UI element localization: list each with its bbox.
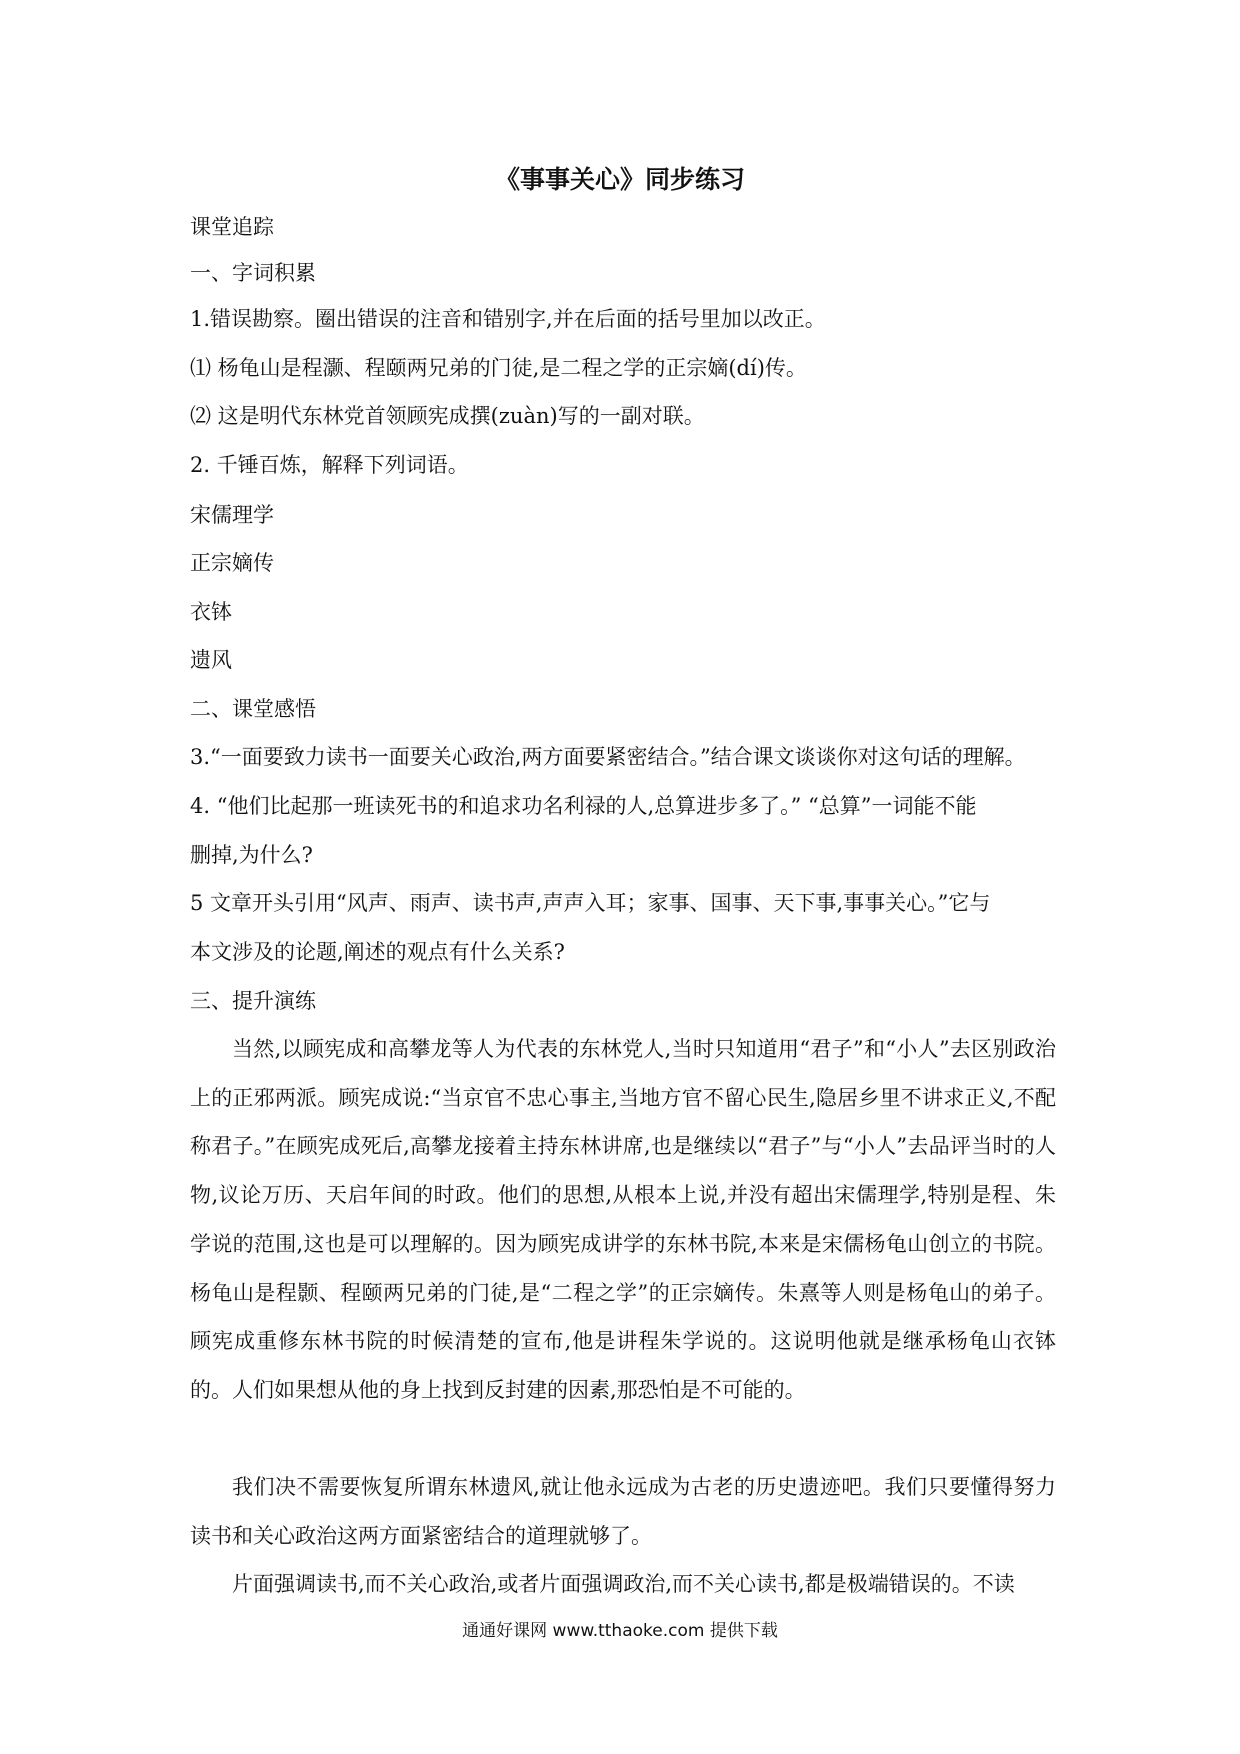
question-1-item-2: ⑵ 这是明代东林党首领顾宪成撰(zuàn)写的一副对联。	[190, 404, 705, 428]
question-4-line-2: 删掉,为什么?	[190, 843, 313, 867]
question-5-line-2: 本文涉及的论题,阐述的观点有什么关系?	[190, 940, 565, 964]
question-5-line-1: 5 文章开头引用“风声、雨声、读书声,声声入耳；家事、国事、天下事,事事关心。”它与	[190, 891, 991, 915]
question-2: 2. 千锤百炼，解释下列词语。	[190, 453, 469, 477]
passage-paragraph-2: 我们决不需要恢复所谓东林遗风,就让他永远成为古老的历史遗迹吧。我们只要懂得努力读书和关心政治这两方面紧密结合的道理就够了。	[190, 1475, 1056, 1548]
section-heading-insight: 二、课堂感悟	[190, 697, 316, 721]
question-3: 3.“一面要致力读书一面要关心政治,两方面要紧密结合。”结合课文谈谈你对这句话的理解。	[190, 745, 1026, 769]
term-item: 衣钵	[190, 600, 232, 624]
section-heading-practice: 三、提升演练	[190, 989, 316, 1013]
passage-paragraph-3: 片面强调读书,而不关心政治,或者片面强调政治,而不关心读书,都是极端错误的。不读	[232, 1572, 1015, 1596]
term-item: 宋儒理学	[190, 503, 274, 527]
passage-paragraph-1: 当然,以顾宪成和高攀龙等人为代表的东林党人,当时只知道用“君子”和“小人”去区别政治上的正邪两派。顾宪成说:“当京官不忠心事主,当地方官不留心民生,隐居乡里不讲求正义,不配称君子。”在顾宪成死后,高攀龙接着主持东林讲席,也是继续以“君子”与“小人”去品评当时的人物,议论万历、天启年间的时政。他们的思想,从根本上说,并没有超出宋儒理学,特别是程、朱学说的范围,这也是可以理解的。因为顾宪成讲学的东林书院,本来是宋儒杨龟山创立的书院。杨龟山是程颢、程颐两兄弟的门徒,是“二程之学”的正宗嫡传。朱熹等人则是杨龟山的弟子。顾宪成重修东林书院的时候清楚的宣布,他是讲程朱学说的。这说明他就是继承杨龟山衣钵的。人们如果想从他的身上找到反封建的因素,那恐怕是不可能的。	[190, 1037, 1056, 1402]
section-class-tracking: 课堂追踪	[190, 215, 274, 239]
term-item: 遗风	[190, 648, 232, 672]
question-1-item-1: ⑴ 杨龟山是程灏、程颐两兄弟的门徒,是二程之学的正宗嫡(dí)传。	[190, 356, 807, 380]
question-4-line-1: 4. “他们比起那一班读死书的和追求功名利禄的人,总算进步多了。” “总算”一词能不能	[190, 794, 977, 818]
section-heading-vocabulary: 一、字词积累	[190, 261, 316, 285]
term-item: 正宗嫡传	[190, 551, 274, 575]
page-title: 《事事关心》同步练习	[494, 165, 745, 194]
footer-source-note: 通通好课网 www.tthaoke.com 提供下载	[462, 1621, 778, 1641]
question-1: 1.错误勘察。圈出错误的注音和错别字,并在后面的括号里加以改正。	[190, 307, 826, 331]
